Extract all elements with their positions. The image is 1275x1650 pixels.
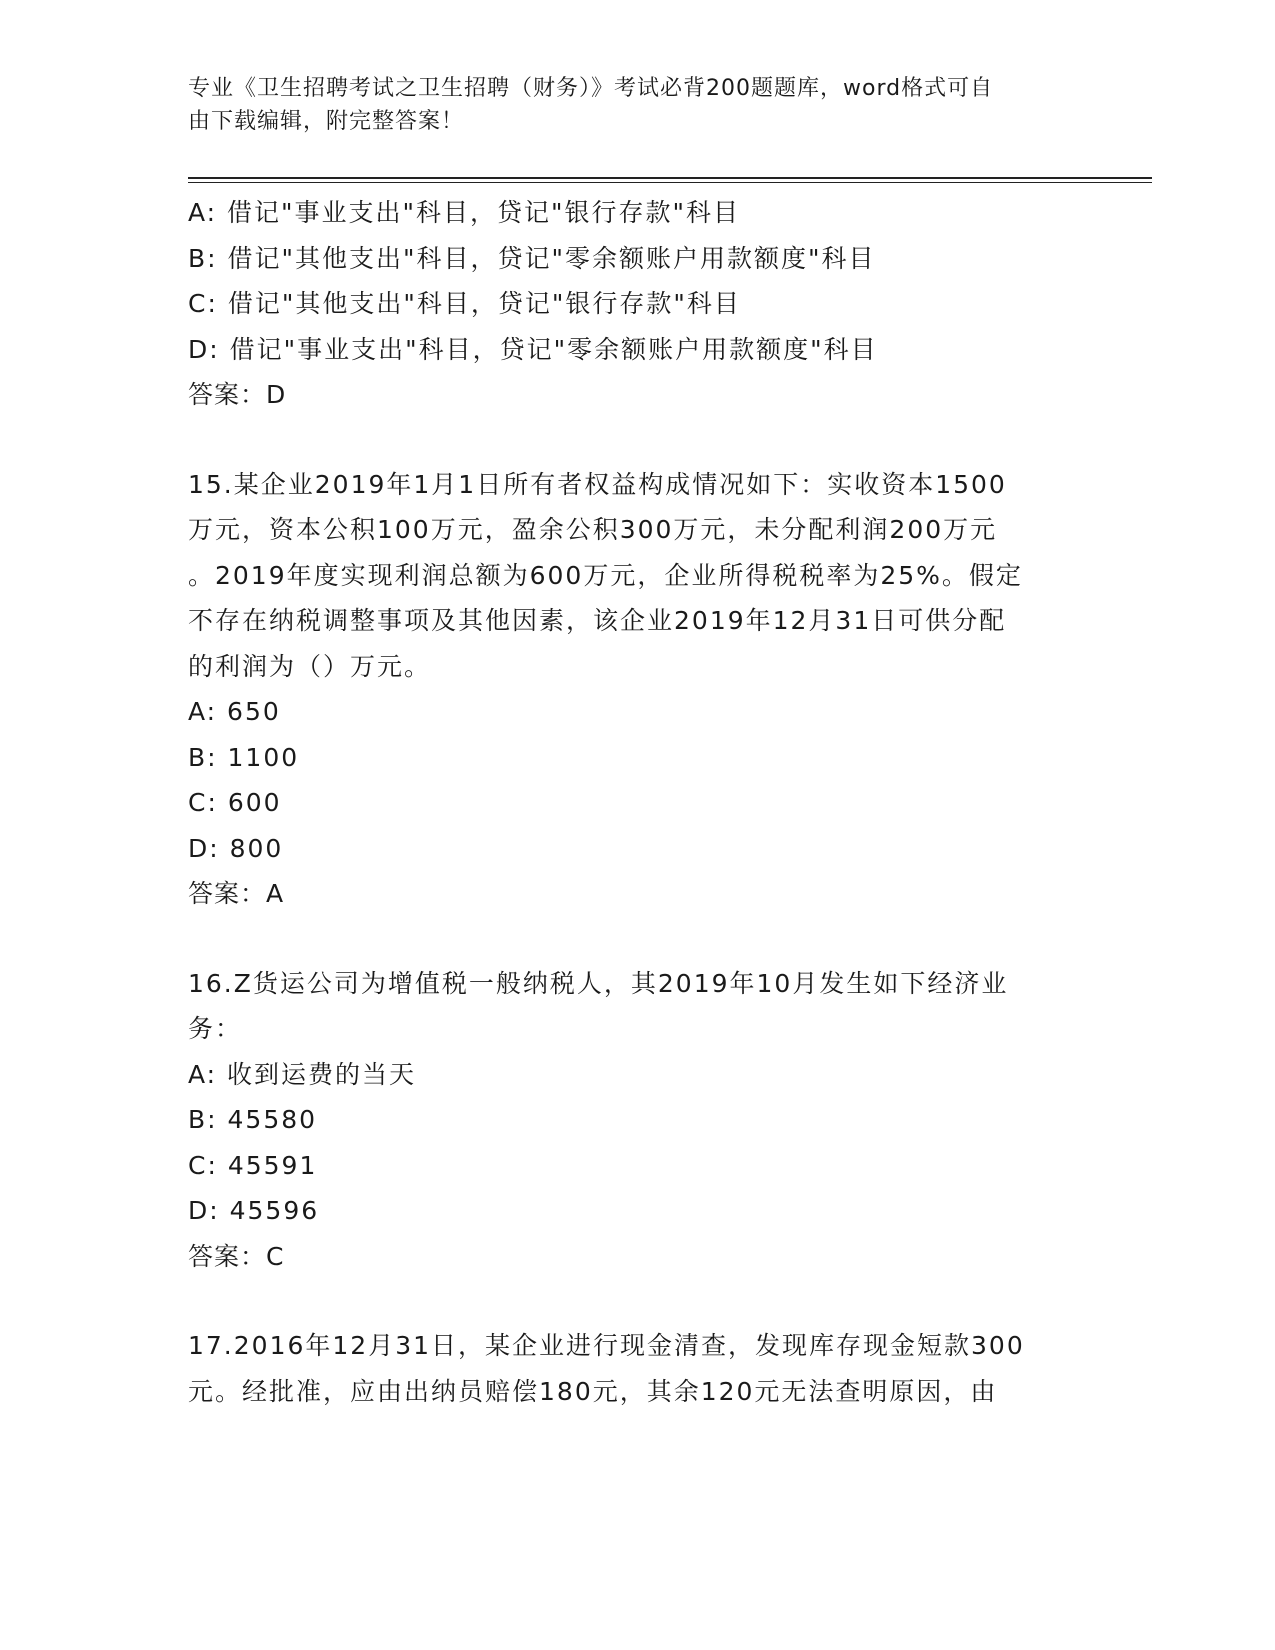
option-d: D: 借记"事业支出"科目，贷记"零余额账户用款额度"科目 <box>188 334 878 364</box>
question-text-line: 的利润为（）万元。 <box>188 651 432 681</box>
spacer <box>188 418 1088 462</box>
header-line-2: 由下载编辑，附完整答案！ <box>188 109 465 134</box>
question-15 <box>188 462 1088 917</box>
option-c: C: 借记"其他支出"科目，贷记"银行存款"科目 <box>188 289 741 318</box>
question-text-line: 17.2016年12月31日，某企业进行现金清查，发现库存现金短款300 <box>188 1331 1025 1360</box>
option-d: D: 800 <box>188 833 284 863</box>
question-text-line: 务： <box>188 1014 243 1043</box>
spacer <box>188 1279 1088 1323</box>
question-14 <box>188 190 1088 418</box>
question-text-line: 不存在纳税调整事项及其他因素，该企业2019年12月31日可供分配 <box>188 606 1007 635</box>
option-a: A: 650 <box>188 697 281 726</box>
option-d: D: 45596 <box>188 1196 320 1225</box>
question-text-line: 元。经批准，应由出纳员赔偿180元，其余120元无法查明原因，由 <box>188 1376 998 1406</box>
question-text-line: 万元，资本公积100万元，盈余公积300万元，未分配利润200万元 <box>188 515 998 544</box>
answer: 答案：C <box>188 1241 285 1271</box>
question-text-line: 15.某企业2019年1月1日所有者权益构成情况如下：实收资本1500 <box>188 469 1007 499</box>
answer: 答案：A <box>188 879 285 908</box>
answer: 答案：D <box>188 380 287 409</box>
spacer <box>188 917 1088 961</box>
question-16 <box>188 961 1088 1280</box>
question-17 <box>188 1323 1088 1414</box>
option-b: B: 45580 <box>188 1105 318 1134</box>
document-header <box>188 72 1068 138</box>
option-a: A: 借记"事业支出"科目，贷记"银行存款"科目 <box>188 198 741 227</box>
option-b: B: 借记"其他支出"科目，贷记"零余额账户用款额度"科目 <box>188 243 876 273</box>
question-text-line: 。2019年度实现利润总额为600万元，企业所得税税率为25%。假定 <box>188 560 1023 590</box>
option-c: C: 45591 <box>188 1150 318 1180</box>
header-divider-thick <box>188 177 1152 179</box>
option-b: B: 1100 <box>188 742 300 772</box>
question-list <box>188 190 1088 1414</box>
header-divider-thin <box>188 182 1152 183</box>
header-line-1: 专业《卫生招聘考试之卫生招聘（财务）》考试必背200题题库，word格式可自 <box>188 76 994 101</box>
option-a: A: 收到运费的当天 <box>188 1059 417 1089</box>
option-c: C: 600 <box>188 788 282 817</box>
question-text-line: 16.Z货运公司为增值税一般纳税人，其2019年10月发生如下经济业 <box>188 968 1009 998</box>
